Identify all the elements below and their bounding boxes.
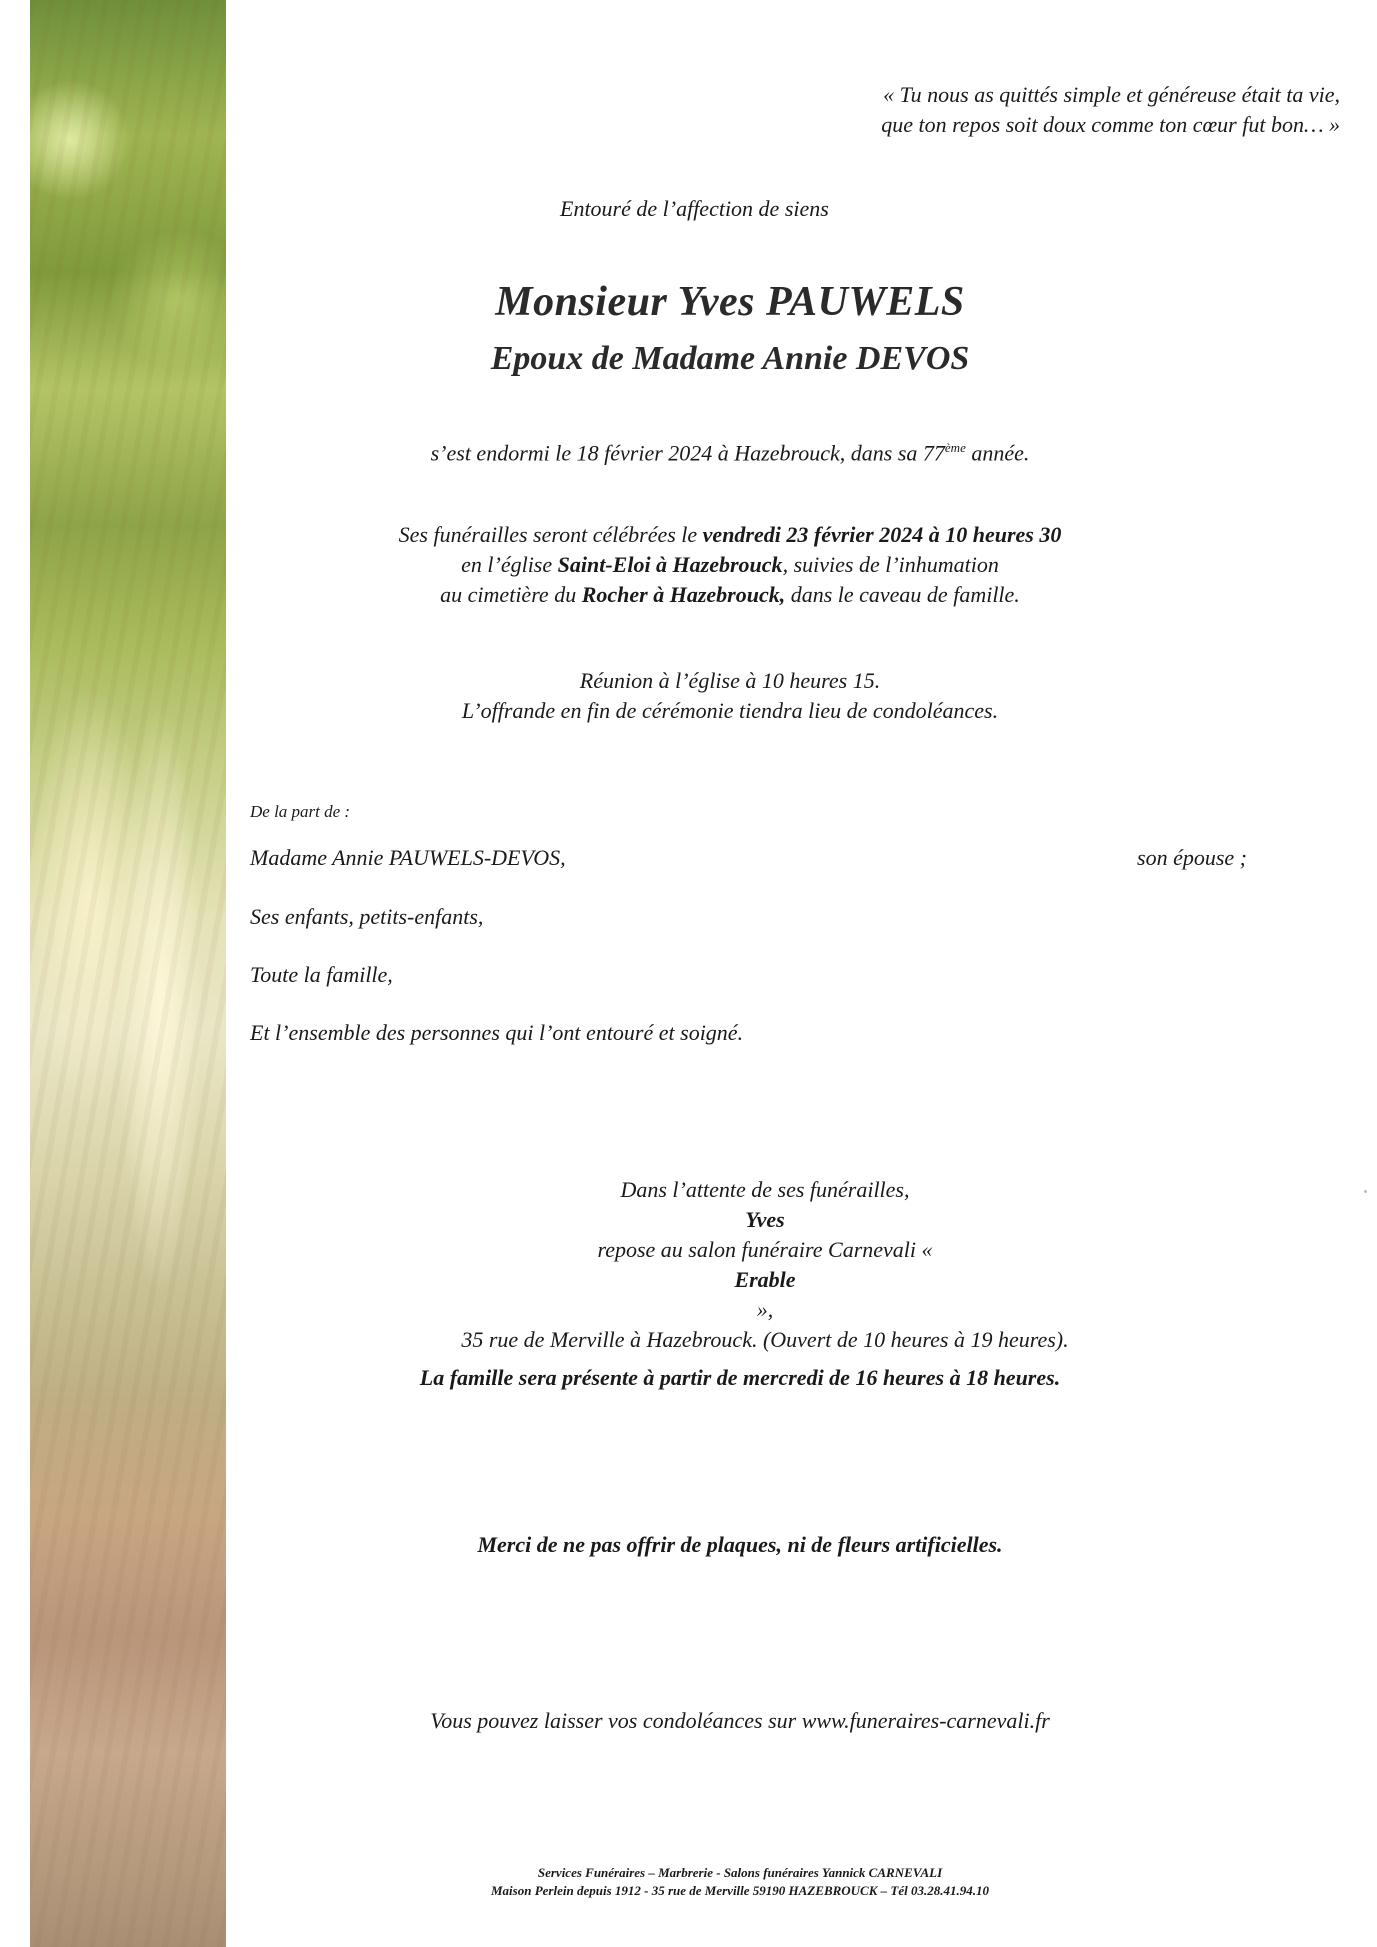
reunion-info xyxy=(300,666,1160,726)
death-text-end: année. xyxy=(965,440,1030,466)
intro-text: Entouré de l’affection de siens xyxy=(560,196,829,221)
forest-banner-image xyxy=(30,0,226,1947)
deceased-name: Monsieur Yves PAUWELS xyxy=(495,279,965,325)
from-family: Toute la famille, xyxy=(250,962,393,987)
from-label: De la part de : xyxy=(250,802,351,821)
funeral-line-3-end: dans le caveau de famille. xyxy=(785,582,1020,607)
quote-line-1: « Tu nous as quittés simple et généreuse était ta vie, xyxy=(883,82,1340,107)
wake-text-c: repose au salon funéraire Carnevali « xyxy=(597,1237,933,1262)
wake-text-a: Dans l’attente de ses funérailles, xyxy=(620,1177,910,1202)
funeral-date: vendredi 23 février 2024 à 10 heures 30 xyxy=(702,522,1062,547)
funeral-line-3-text: au cimetière du xyxy=(440,582,582,607)
funeral-details xyxy=(300,520,1160,610)
reunion-line-1: Réunion à l’église à 10 heures 15. xyxy=(579,668,881,693)
funeral-church: Saint-Eloi à Hazebrouck xyxy=(557,552,783,577)
funeral-line-2-text: en l’église xyxy=(461,552,558,577)
wake-first-name: Yves xyxy=(745,1207,785,1232)
memorial-quote xyxy=(620,80,1340,140)
scan-speck xyxy=(1364,1190,1367,1193)
wake-line-2: 35 rue de Merville à Hazebrouck. (Ouvert de 10 heures à 19 heures). xyxy=(461,1327,1069,1352)
no-flowers-request: Merci de ne pas offrir de plaques, ni de fleurs artificielles. xyxy=(477,1532,1003,1557)
death-ordinal-sup: ème xyxy=(944,440,966,455)
funeral-line-2-end: , suivies de l’inhumation xyxy=(782,552,999,577)
from-spouse-role: son épouse ; xyxy=(1137,845,1247,870)
spouse-line: Epoux de Madame Annie DEVOS xyxy=(490,340,970,377)
funeral-cemetery: Rocher à Hazebrouck, xyxy=(581,582,786,607)
funeral-line-1 xyxy=(300,520,1160,550)
footer-line-2: Maison Perlein depuis 1912 - 35 rue de Merville 59190 HAZEBROUCK – Tél 03.28.41.94.10 xyxy=(491,1883,989,1898)
wake-line-1 xyxy=(300,1175,1230,1325)
funeral-line-3 xyxy=(300,580,1160,610)
footer-line-1: Services Funéraires – Marbrerie - Salons funéraires Yannick CARNEVALI xyxy=(537,1865,943,1880)
from-children: Ses enfants, petits-enfants, xyxy=(250,904,484,929)
reunion-line-2: L’offrande en fin de cérémonie tiendra lieu de condoléances. xyxy=(461,698,999,723)
condolences-link-text[interactable]: Vous pouvez laisser vos condoléances sur www.funeraires-carnevali.fr xyxy=(430,1708,1050,1733)
funeral-line-1-text: Ses funérailles seront célébrées le xyxy=(398,522,703,547)
funeral-home-footer xyxy=(300,1864,1180,1900)
funeral-line-2 xyxy=(300,550,1160,580)
death-announcement xyxy=(300,440,1160,466)
death-text: s’est endormi le 18 février 2024 à Hazebrouck, dans sa 77 xyxy=(430,440,945,466)
from-spouse-name: Madame Annie PAUWELS-DEVOS, xyxy=(250,845,566,870)
family-presence: La famille sera présente à partir de mercredi de 16 heures à 18 heures. xyxy=(419,1365,1061,1390)
from-others: Et l’ensemble des personnes qui l’ont entouré et soigné. xyxy=(250,1020,744,1045)
wake-salon-name: Erable xyxy=(734,1267,796,1292)
quote-line-2: que ton repos soit doux comme ton cœur fut bon… » xyxy=(881,112,1340,137)
wake-info xyxy=(300,1175,1230,1355)
wake-text-e: », xyxy=(756,1297,774,1322)
